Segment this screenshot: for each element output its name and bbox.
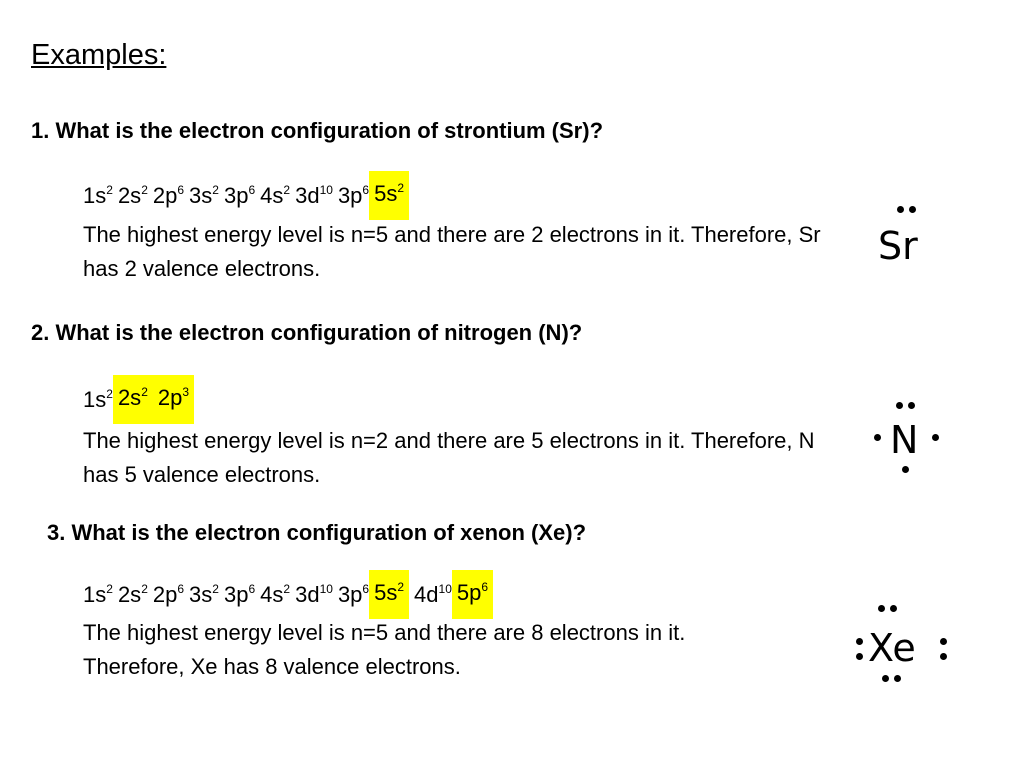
config-2 <box>83 375 199 424</box>
orbital-label: 2p <box>152 182 178 208</box>
config-term <box>224 583 255 607</box>
electron-count: 2 <box>212 581 219 596</box>
element-symbol-xe: Xe <box>868 626 916 670</box>
electron-count: 6 <box>362 182 370 197</box>
valence-dot <box>940 638 947 645</box>
config-term <box>83 388 113 412</box>
valence-dot <box>856 653 863 660</box>
config-term <box>369 570 409 619</box>
valence-dot <box>932 434 939 441</box>
valence-dot <box>890 605 897 612</box>
question-2: 2. What is the electron configuration of nitrogen (N)? <box>31 320 583 345</box>
electron-count: 2 <box>212 182 219 197</box>
valence-dot <box>878 605 885 612</box>
valence-dot <box>856 638 863 645</box>
valence-dot <box>897 206 904 213</box>
page-title: Examples: <box>31 39 167 71</box>
config-term <box>369 171 409 220</box>
config-term <box>83 184 113 208</box>
electron-count: 6 <box>177 581 185 596</box>
orbital-label: 3s <box>189 581 213 607</box>
orbital-label: 3p <box>337 182 363 208</box>
orbital-label: 3p <box>223 182 249 208</box>
electron-count: 10 <box>438 581 452 596</box>
electron-count: 6 <box>481 580 489 594</box>
valence-dot <box>882 675 889 682</box>
electron-count: 2 <box>141 182 148 197</box>
electron-count: 2 <box>283 182 291 197</box>
orbital-label: 2s <box>117 581 142 607</box>
config-term <box>295 583 333 607</box>
electron-count: 2 <box>397 580 405 594</box>
config-1 <box>83 171 414 220</box>
electron-count: 6 <box>248 182 256 197</box>
orbital-label: 3d <box>295 182 320 208</box>
orbital-label: 3p <box>223 581 249 607</box>
element-symbol-n: N <box>890 418 919 462</box>
explanation-2: The highest energy level is n=2 and there are 5 electrons in it. Therefore, N has 5 valence electrons. <box>83 428 815 487</box>
config-term <box>113 375 153 424</box>
electron-count: 3 <box>182 385 190 399</box>
orbital-label: 2p <box>157 385 183 410</box>
orbital-label: 5p <box>456 580 482 605</box>
config-term <box>189 583 219 607</box>
config-term <box>153 375 194 424</box>
config-3 <box>83 570 498 619</box>
electron-count: 6 <box>248 581 256 596</box>
config-term <box>260 184 290 208</box>
orbital-label: 5s <box>374 580 398 605</box>
config-term <box>83 583 113 607</box>
electron-count: 2 <box>283 581 291 596</box>
orbital-label: 4d <box>414 581 439 607</box>
config-term <box>153 583 184 607</box>
config-term <box>338 583 369 607</box>
electron-count: 2 <box>106 581 113 596</box>
orbital-label: 2p <box>152 581 178 607</box>
orbital-label: 3d <box>295 581 320 607</box>
electron-count: 6 <box>362 581 370 596</box>
electron-count: 10 <box>319 581 333 596</box>
valence-dot <box>902 466 909 473</box>
orbital-label: 3s <box>189 182 213 208</box>
orbital-label: 4s <box>260 581 284 607</box>
question-1: 1. What is the electron configuration of strontium (Sr)? <box>31 118 604 143</box>
electron-count: 2 <box>141 581 148 596</box>
electron-count: 6 <box>177 182 185 197</box>
valence-dot <box>894 675 901 682</box>
orbital-label: 3p <box>337 581 363 607</box>
config-term <box>260 583 290 607</box>
config-term <box>224 184 255 208</box>
config-term <box>452 570 493 619</box>
valence-dot <box>940 653 947 660</box>
orbital-label: 1s <box>83 581 107 607</box>
config-term <box>295 184 333 208</box>
config-term <box>189 184 219 208</box>
electron-count: 10 <box>319 182 333 197</box>
question-3: 3. What is the electron configuration of xenon (Xe)? <box>47 520 587 545</box>
config-term <box>338 184 369 208</box>
config-term <box>153 184 184 208</box>
orbital-label: 1s <box>83 386 107 412</box>
orbital-label: 5s <box>374 181 398 206</box>
explanation-1: The highest energy level is n=5 and there are 2 electrons in it. Therefore, Sr has 2 valence electrons. <box>83 222 821 281</box>
electron-count: 2 <box>397 181 405 195</box>
config-term <box>118 184 148 208</box>
orbital-label: 2s <box>117 182 142 208</box>
valence-dot <box>909 206 916 213</box>
config-term <box>414 583 452 607</box>
lewis-symbol-n <box>866 396 946 476</box>
lewis-symbol-sr <box>876 200 936 275</box>
orbital-label: 1s <box>83 182 107 208</box>
valence-dot <box>874 434 881 441</box>
electron-count: 2 <box>141 385 148 399</box>
orbital-label: 4s <box>260 182 284 208</box>
orbital-label: 2s <box>117 385 142 410</box>
electron-count: 2 <box>106 182 113 197</box>
lewis-symbol-xe <box>846 598 956 690</box>
valence-dot <box>908 402 915 409</box>
valence-dot <box>896 402 903 409</box>
element-symbol-sr: Sr <box>878 224 918 268</box>
explanation-3: The highest energy level is n=5 and there are 8 electrons in it. Therefore, Xe has 8 valence electrons. <box>83 620 686 679</box>
electron-count: 2 <box>106 386 113 401</box>
config-term <box>118 583 148 607</box>
